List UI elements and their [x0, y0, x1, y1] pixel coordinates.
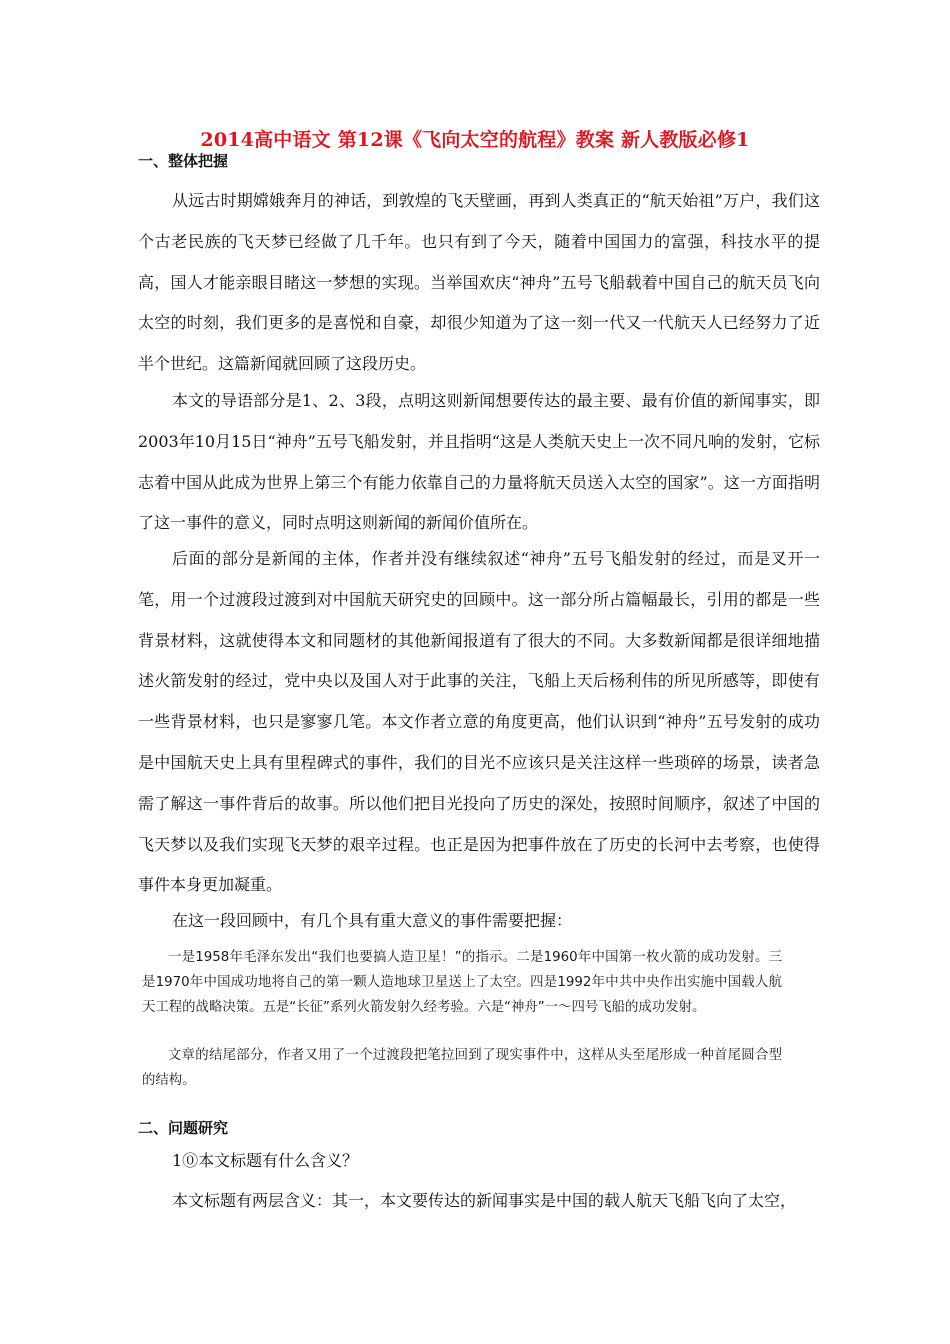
section-heading-questions: 二、问题研究 [138, 1119, 229, 1137]
document-title: 2014高中语文 第12课《飞向太空的航程》教案 新人教版必修1 [200, 129, 750, 151]
section-heading-overview: 一、整体把握 [138, 152, 229, 170]
scanned-ending-note: 文章的结尾部分，作者又用了一个过渡段把笔拉回到了现实事件中，这样从头至尾形成一种首尾圆合型的结构。 [142, 1048, 782, 1088]
paragraph-body: 后面的部分是新闻的主体，作者并没有继续叙述“神舟”五号飞船发射的经过，而是叉开一笔，用一个过渡段过渡到对中国航天研究史的回顾中。这一部分所占篇幅最长，引用的都是一些背景材料，这就使得本文和同题材的其他新闻报道有了很大的不同。大多数新闻都是很详细地描述火箭发射的经过，党中央以及国人对于此事的关注，飞船上天后杨利伟的所见所感等，即使有一些背景材料，也只是寥寥几笔。本文作者立意的角度更高，他们认识到“神舟”五号发射的成功是中国航天史上具有里程碑式的事件，我们的目光不应该只是关注这样一些琐碎的场景，读者急需了解这一事件背后的故事。所以他们把目光投向了历史的深处，按照时间顺序，叙述了中国的飞天梦以及我们实现飞天梦的艰辛过程。也正是因为把事件放在了历史的长河中去考察，也使得事件本身更加凝重。 [138, 549, 820, 895]
paragraph-intro: 从远古时期嫦娥奔月的神话，到敦煌的飞天壁画，再到人类真正的“航天始祖”万户，我们这个古老民族的飞天梦已经做了几千年。也只有到了今天，随着中国国力的富强，科技水平的提高，国人才能亲眼目睹这一梦想的实现。当举国欢庆“神舟”五号飞船载着中国自己的航天员飞向太空的时刻，我们更多的是喜悦和自豪，却很少知道为了这一刻一代又一代航天人已经努力了近半个世纪。这篇新闻就回顾了这段历史。 [138, 191, 820, 374]
paragraph-events-intro: 在这一段回顾中，有几个具有重大意义的事件需要把握： [172, 911, 573, 930]
scanned-events-list: 一是1958年毛泽东发出“我们也要搞人造卫星！”的指示。二是1960年中国第一枚火箭的成功发射。三是1970年中国成功地将自己的第一颗人造地球卫星送上了太空。四是1992年中共中央作出实施中国载人航天工程的战略决策。五是“长征”系列火箭发射久经考验。六是“神舟”一～四号飞船的成功发射。 [142, 950, 782, 1015]
answer-1: 本文标题有两层含义：其一，本文要传达的新闻事实是中国的载人航天飞船飞向了太空， [172, 1191, 797, 1210]
question-1: 1⓪本文标题有什么含义？ [172, 1151, 359, 1170]
paragraph-lead: 本文的导语部分是1、2、3段，点明这则新闻想要传达的最主要、最有价值的新闻事实，即2003年10月15日“神舟”五号飞船发射，并且指明“这是人类航天史上一次不同凡响的发射，它标志着中国从此成为世界上第三个有能力依靠自己的力量将航天员送入太空的国家”。这一方面指明了这一事件的意义，同时点明这则新闻的新闻价值所在。 [138, 391, 820, 533]
